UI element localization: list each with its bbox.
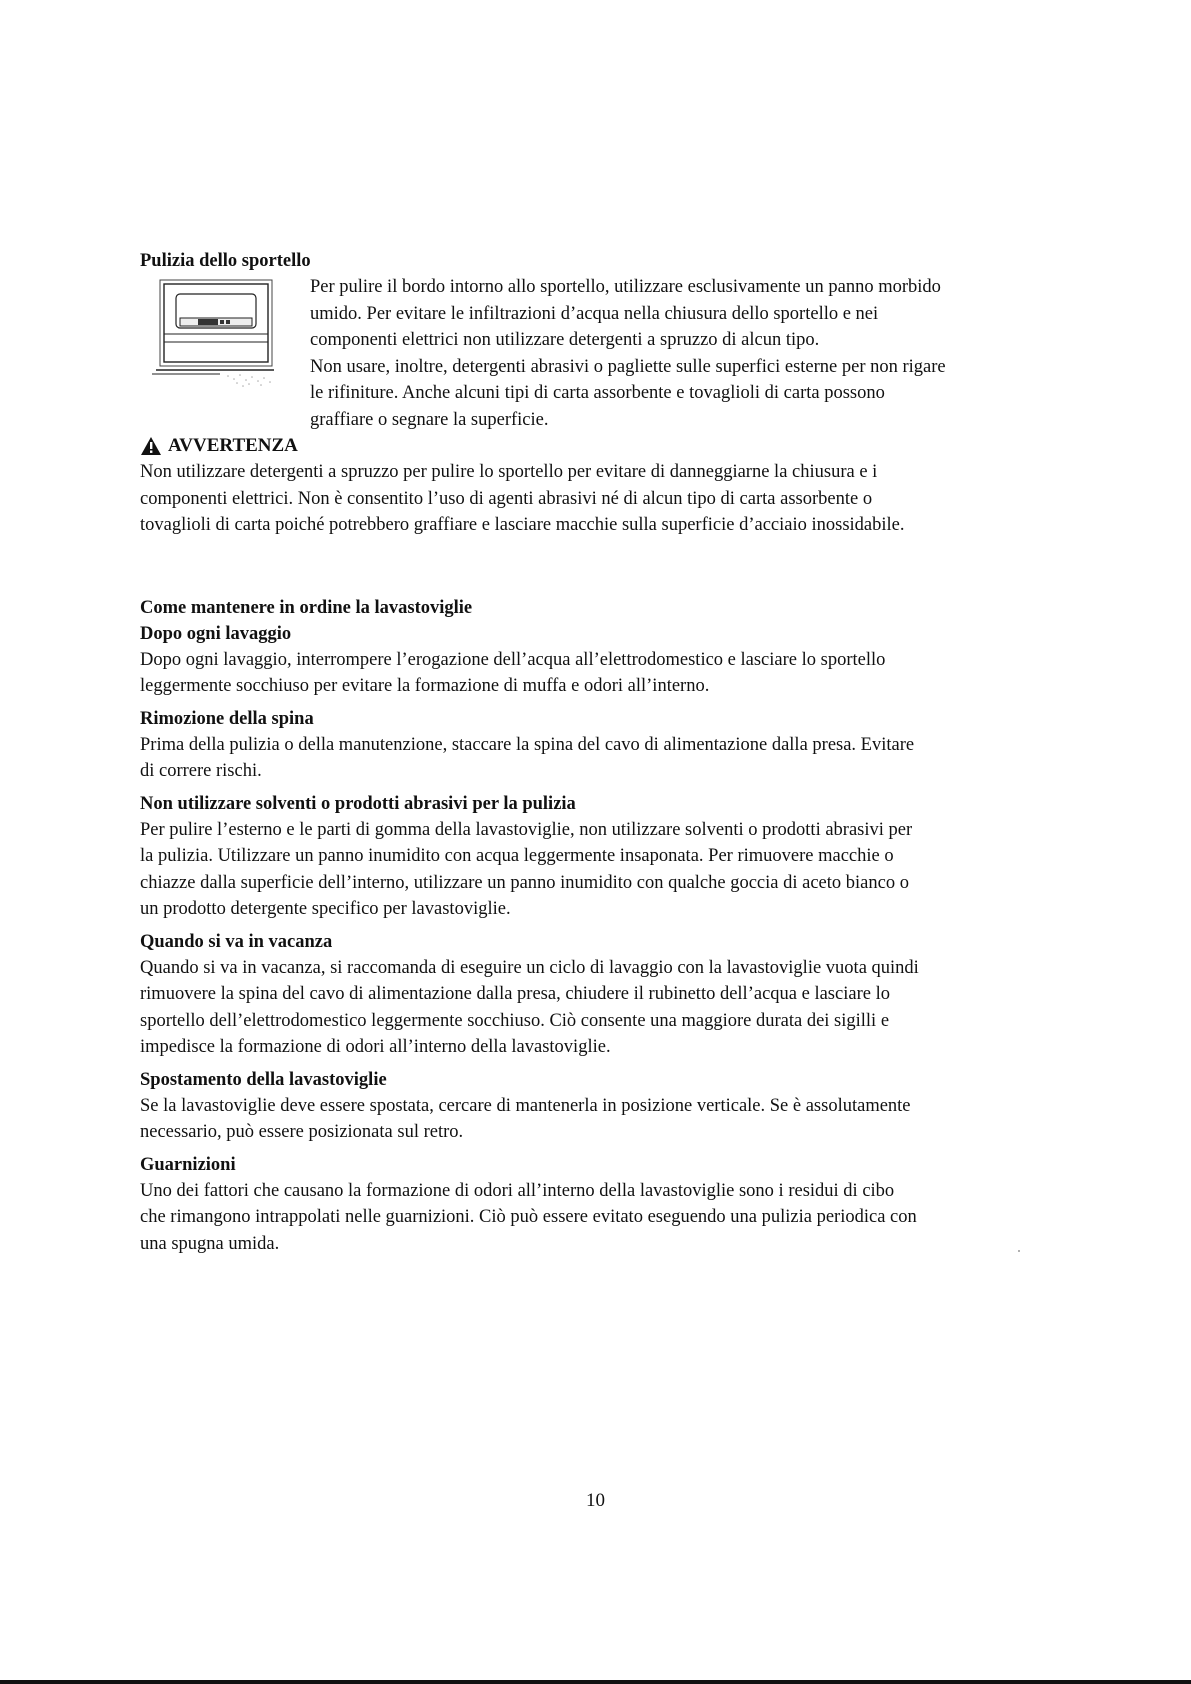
text-line: Se la lavastoviglie deve essere spostata, cercare di mantenerla in posizione verticale. Se è assolutamente (140, 1095, 911, 1116)
page-number: 10 (586, 1490, 605, 1511)
text-line: tovaglioli di carta poiché potrebbero graffiare e lasciare macchie sulla superficie d’acciaio inossidabile. (140, 515, 905, 535)
text-line: necessario, può essere posizionata sul retro. (140, 1122, 464, 1142)
bottom-border (0, 1680, 1191, 1684)
text-line: umido. Per evitare le infiltrazioni d’acqua nella chiusura dello sportello e nei (310, 303, 879, 324)
text-line: Uno dei fattori che causano la formazione di odori all’interno della lavastoviglie sono i residui di cibo (140, 1180, 895, 1201)
text-line: Per pulire il bordo intorno allo sportello, utilizzare esclusivamente un panno morbido (310, 277, 941, 297)
page-content (140, 248, 1055, 1257)
subsection (140, 706, 1055, 785)
scan-speck (1018, 1250, 1020, 1252)
text-line: un prodotto detergente specifico per lavastoviglie. (140, 899, 511, 919)
text-line: componenti elettrici. Non è consentito l’uso di agenti abrasivi né di alcun tipo di carta assorbente o (140, 488, 873, 509)
text-line: Quando si va in vacanza, si raccomanda di eseguire un ciclo di lavaggio con la lavastoviglie vuota quindi (140, 957, 919, 978)
text-line: Non utilizzare detergenti a spruzzo per pulire lo sportello per evitare di danneggiarne la chiusura e i (140, 462, 878, 482)
warning-triangle-icon (140, 436, 162, 456)
text-line: componenti elettrici non utilizzare detergenti a spruzzo di alcun tipo. (310, 330, 820, 350)
text-line: Prima della pulizia o della manutenzione, staccare la spina del cavo di alimentazione dalla presa. Evitare (140, 734, 915, 755)
text-line: rimuovere la spina del cavo di alimentazione dalla presa, chiudere il rubinetto dell’acqua e lasciare lo (140, 984, 890, 1004)
text-line: chiazze dalla superficie dell’interno, utilizzare un panno inumidito con qualche goccia di aceto bianco o (140, 872, 909, 893)
text-line: impedisce la formazione di odori all’interno della lavastoviglie. (140, 1037, 611, 1057)
subsection-heading: Non utilizzare solventi o prodotti abrasivi per la pulizia (140, 793, 576, 814)
door-cleaning-title: Pulizia dello sportello (140, 251, 311, 271)
text-line: graffiare o segnare la superficie. (310, 409, 549, 430)
subsection-heading: Guarnizioni (140, 1154, 236, 1175)
maintenance-title: Come mantenere in ordine la lavastoviglie (140, 597, 473, 618)
text-line: di correre rischi. (140, 761, 262, 781)
spacer (140, 539, 1055, 595)
subsection (140, 1067, 1055, 1146)
text-line: Non usare, inoltre, detergenti abrasivi o pagliette sulle superfici esterne per non rigare (310, 356, 946, 377)
door-cleaning-text (310, 274, 1055, 433)
text-line: la pulizia. Utilizzare un panno inumidito con acqua leggermente insaponata. Per rimuovere macchie o (140, 846, 894, 866)
subsection-heading: Rimozione della spina (140, 708, 314, 729)
text-line: che rimangono intrappolati nelle guarnizioni. Ciò può essere evitato eseguendo una pulizia periodica con (140, 1207, 917, 1227)
warning-heading (140, 433, 1055, 459)
warning-section (140, 433, 1055, 539)
dishwasher-door-illustration (140, 274, 310, 394)
text-line: Dopo ogni lavaggio, interrompere l’erogazione dell’acqua all’elettrodomestico e lasciare lo sportello (140, 649, 886, 670)
text-line: le rifiniture. Anche alcuni tipi di carta assorbente e tovaglioli di carta possono (310, 383, 885, 403)
subsection-heading: Spostamento della lavastoviglie (140, 1069, 387, 1090)
warning-title: AVVERTENZA (168, 435, 298, 456)
maintenance-section (140, 595, 1055, 1258)
subsection (140, 1152, 1055, 1258)
text-line: leggermente socchiuso per evitare la formazione di muffa e odori all’interno. (140, 676, 710, 696)
subsection-heading: Quando si va in vacanza (140, 931, 333, 952)
text-line: una spugna umida. (140, 1233, 280, 1254)
door-cleaning-body (140, 274, 1055, 433)
text-line: sportello dell’elettrodomestico leggermente socchiuso. Ciò consente una maggiore durata dei sigilli e (140, 1010, 890, 1031)
subsection-heading: Dopo ogni lavaggio (140, 623, 292, 644)
text-line: Per pulire l’esterno e le parti di gomma della lavastoviglie, non utilizzare solventi o prodotti abrasivi per (140, 819, 913, 840)
subsection (140, 929, 1055, 1061)
subsection (140, 791, 1055, 923)
door-cleaning-section (140, 248, 1055, 433)
dishwasher-door-icon (150, 278, 280, 393)
subsection (140, 621, 1055, 700)
